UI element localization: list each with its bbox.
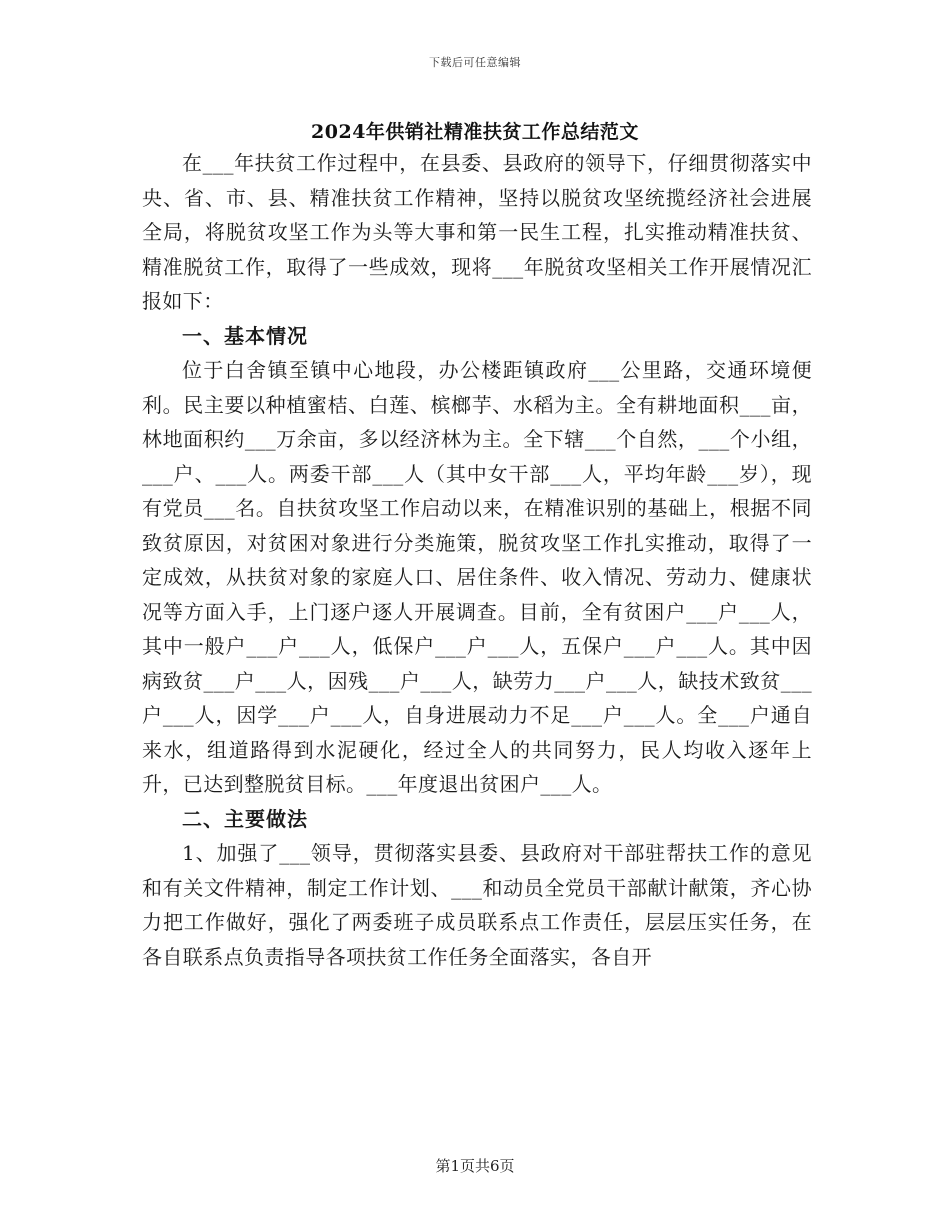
main-methods-paragraph: 1、加强了___领导，贯彻落实县委、县政府对干部驻帮扶工作的意见和有关文件精神，制定工作计划、___和动员全党员干部献计献策，齐心协力把工作做好，强化了两委班子成员联系点工作责任，层层压实任务，在各自联系点负责指导各项扶贫工作任务全面落实，各自开 xyxy=(142,841,812,969)
document-title: 2024年供销社精准扶贫工作总结范文 xyxy=(311,121,639,143)
section-heading-main-methods: 二、主要做法 xyxy=(182,806,308,831)
basic-info-paragraph: 位于白舍镇至镇中心地段，办公楼距镇政府___公里路，交通环境便利。民主要以种植蜜桔、白莲、槟榔芋、水稻为主。全有耕地面积___亩，林地面积约___万余亩，多以经济林为主。全下辖___个自然，___个小组，___户、___人。两委干部___人（其中女干部___人，平均年龄___岁），现有党员___名。自扶贫攻坚工作启动以来，在精准识别的基础上，根据不同致贫原因，对贫困对象进行分类施策，脱贫攻坚工作扎实推动，取得了一定成效，从扶贫对象的家庭人口、居住条件、收入情况、劳动力、健康状况等方面入手，上门逐户逐人开展调查。目前，全有贫困户___户___人，其中一般户___户___人，低保户___户___人，五保户___户___人。其中因病致贫___户___人，因残___户___人，缺劳力___户___人，缺技术致贫___户___人，因学___户___人，自身进展动力不足___户___人。全___户通自来水，组道路得到水泥硬化，经过全人的共同努力，民人均收入逐年上升，已达到整脱贫目标。___年度退出贫困户___人。 xyxy=(142,358,812,796)
section-heading-basic-info: 一、基本情况 xyxy=(182,323,308,348)
page-footer: 第1页共6页 xyxy=(435,1157,515,1175)
header-note: 下载后可任意编辑 xyxy=(429,56,521,69)
intro-paragraph: 在___年扶贫工作过程中，在县委、县政府的领导下，仔细贯彻落实中央、省、市、县、精准扶贫工作精神，坚持以脱贫攻坚统揽经济社会进展全局，将脱贫攻坚工作为头等大事和第一民生工程，扎实推动精准扶贫、精准脱贫工作，取得了一些成效，现将___年脱贫攻坚相关工作开展情况汇报如下： xyxy=(142,151,812,313)
document-body xyxy=(142,146,812,974)
